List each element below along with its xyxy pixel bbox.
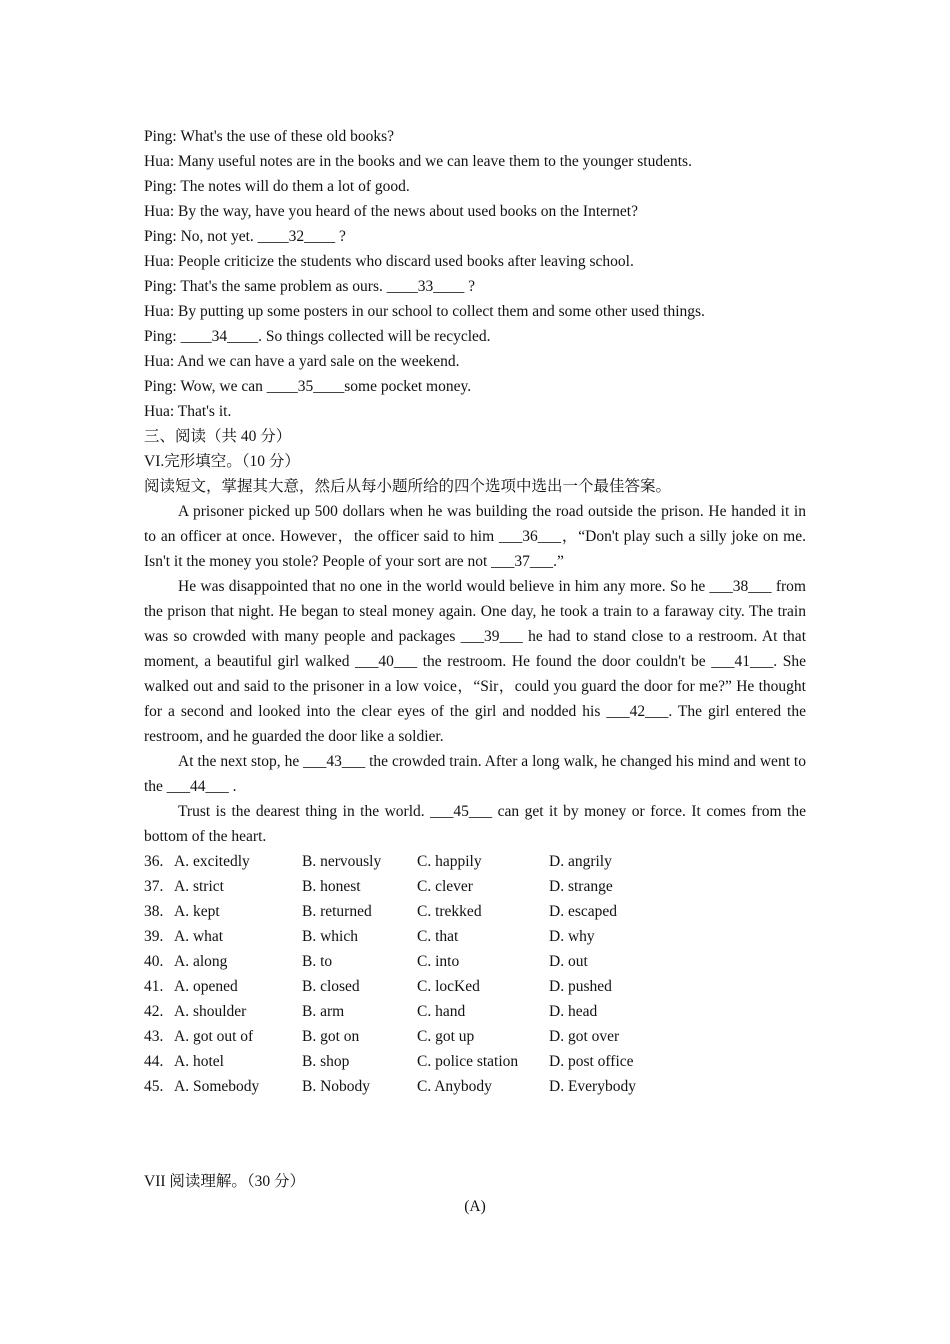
question-row [144,999,806,1024]
option-b: B. nervously [302,853,382,870]
option-c: C. clever [417,878,473,895]
option-c: C. trekked [417,903,482,920]
option-c: C. Anybody [417,1078,492,1095]
option-b: B. shop [302,1053,350,1070]
content-column [144,124,806,1099]
dialogue-line: Hua: By the way, have you heard of the news about used books on the Internet? [144,203,638,220]
question-row [144,1024,806,1049]
passage-paragraph: A prisoner picked up 500 dollars when he was building the road outside the prison. He handed it in to an officer at once. However，the officer said to him ___36___，“Don't play such a silly joke on me. Isn't it the money you stole? People of your sort are not ___37___.” [144,503,806,570]
option-a: A. hotel [174,1053,224,1070]
instructions: 阅读短文，掌握其大意，然后从每小题所给的四个选项中选出一个最佳答案。 [144,478,672,495]
option-b: B. Nobody [302,1078,371,1095]
dialogue-line: Hua: People criticize the students who discard used books after leaving school. [144,253,634,270]
section-six-heading: VI.完形填空。（10 分） [144,453,300,470]
question-row [144,849,806,874]
question-options [144,849,806,1099]
option-d: D. strange [549,878,613,895]
dialogue-line: Ping: No, not yet. ____32____ ? [144,228,346,245]
question-number: 39. [144,928,164,945]
option-d: D. escaped [549,903,617,920]
question-row [144,899,806,924]
option-b: B. to [302,953,333,970]
option-c: C. locKed [417,978,480,995]
dialogue-line: Ping: Wow, we can ____35____some pocket money. [144,378,472,395]
question-row [144,924,806,949]
dialogue-line: Hua: That's it. [144,403,232,420]
option-d: D. got over [549,1028,620,1045]
question-number: 40. [144,953,164,970]
option-b: B. returned [302,903,372,920]
option-b: B. arm [302,1003,345,1020]
option-c: C. police station [417,1053,519,1070]
question-row [144,974,806,999]
question-row [144,1049,806,1074]
option-d: D. pushed [549,978,612,995]
dialogue-line: Hua: Many useful notes are in the books and we can leave them to the younger students. [144,153,692,170]
passage-paragraph: At the next stop, he ___43___ the crowded train. After a long walk, he changed his mind and went to the ___44___ . [144,753,806,795]
option-a: A. shoulder [174,1003,247,1020]
dialogue-line: Hua: And we can have a yard sale on the weekend. [144,353,460,370]
question-row [144,1074,806,1099]
question-number: 41. [144,978,164,995]
section-seven-heading: VII 阅读理解。（30 分） [144,1173,306,1190]
dialogue-line: Ping: ____34____. So things collected will be recycled. [144,328,491,345]
option-c: C. that [417,928,459,945]
cloze-passage [144,499,806,849]
dialogue-line: Ping: What's the use of these old books? [144,128,395,145]
option-b: B. honest [302,878,361,895]
option-a: A. strict [174,878,224,895]
question-row [144,949,806,974]
option-a: A. along [174,953,228,970]
option-c: C. got up [417,1028,475,1045]
option-d: D. angrily [549,853,612,870]
option-d: D. post office [549,1053,634,1070]
question-number: 36. [144,853,164,870]
option-a: A. excitedly [174,853,250,870]
option-d: D. head [549,1003,598,1020]
option-b: B. got on [302,1028,360,1045]
option-c: C. into [417,953,460,970]
option-a: A. opened [174,978,238,995]
dialogue-line: Ping: The notes will do them a lot of good. [144,178,410,195]
dialogue [144,124,806,424]
question-number: 38. [144,903,164,920]
option-d: D. why [549,928,595,945]
option-a: A. what [174,928,224,945]
dialogue-line: Ping: That's the same problem as ours. ____33____ ? [144,278,475,295]
passage-paragraph: He was disappointed that no one in the world would believe in him any more. So he ___38___ from the prison that night. He began to steal money again. One day, he took a train to a faraway city. The train was so crowded with many people and packages ___39___ he had to stand close to a restroom. At that moment, a beautiful girl walked ___40___ the restroom. He found the door couldn't be ___41___. She walked out and said to the prisoner in a low voice，“Sir，could you guard the door for me?” He thought for a second and looked into the clear eyes of the girl and nodded his ___42___. The girl entered the restroom, and he guarded the door like a soldier. [144,578,806,745]
passage-paragraph: Trust is the dearest thing in the world. ___45___ can get it by money or force. It comes from the bottom of the heart. [144,803,806,845]
question-number: 45. [144,1078,164,1095]
question-number: 37. [144,878,164,895]
part-label: (A) [464,1198,486,1215]
question-number: 42. [144,1003,164,1020]
question-number: 44. [144,1053,164,1070]
option-d: D. out [549,953,588,970]
option-a: A. kept [174,903,220,920]
option-c: C. hand [417,1003,466,1020]
question-number: 43. [144,1028,164,1045]
section-three-heading: 三、阅读（共 40 分） [144,428,292,445]
option-c: C. happily [417,853,482,870]
option-a: A. Somebody [174,1078,260,1095]
dialogue-line: Hua: By putting up some posters in our school to collect them and some other used things. [144,303,705,320]
option-d: D. Everybody [549,1078,636,1095]
option-b: B. which [302,928,358,945]
option-a: A. got out of [174,1028,254,1045]
question-row [144,874,806,899]
option-b: B. closed [302,978,360,995]
